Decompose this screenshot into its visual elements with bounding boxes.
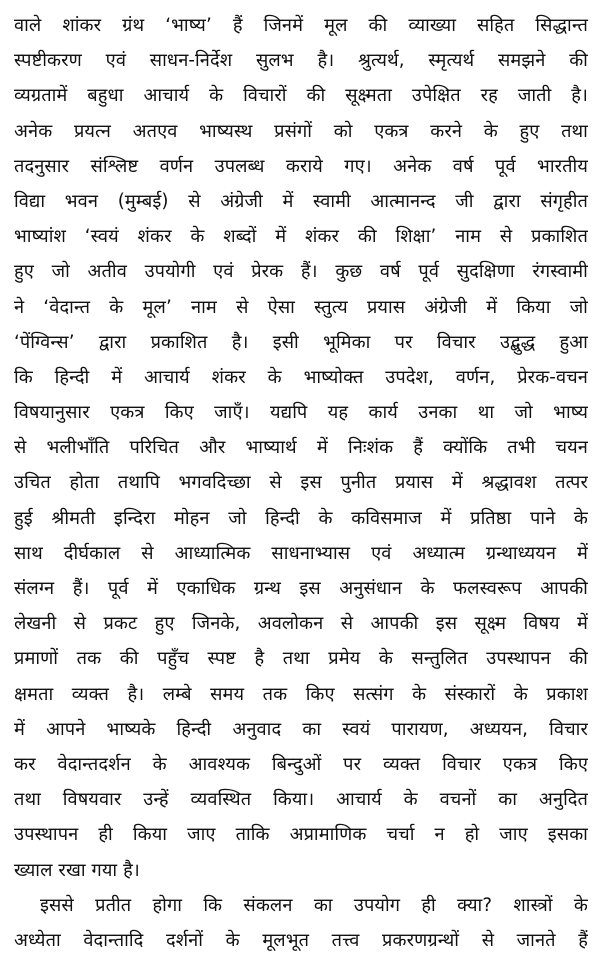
text-line: तदनुसार संश्लिष्ट वर्णन उपलब्ध कराये गए। अनेक वर्ष पूर्व भारतीय: [14, 155, 588, 177]
text-line: भाष्यांश ‘स्वयं शंकर के शब्दों में शंकर की शिक्षा’ नाम से प्रकाशित: [14, 226, 588, 248]
text-line: में आपने भाष्यके हिन्दी अनुवाद का स्वयं पारायण, अध्ययन, विचार: [14, 718, 588, 740]
text-line: साथ दीर्घकाल से आध्यात्मिक साधनाभ्यास एवं अध्यात्म ग्रन्थाध्ययन में: [14, 542, 588, 564]
text-line: हुई श्रीमती इन्दिरा मोहन जो हिन्दी के कविसमाज में प्रतिष्ठा पाने के: [14, 507, 588, 529]
text-line: कि हिन्दी में आचार्य शंकर के भाष्योक्त उपदेश, वर्णन, प्रेरक-वचन: [14, 366, 588, 388]
text-line: उपस्थापन ही किया जाए ताकि अप्रामाणिक चर्चा न हो जाए इसका: [14, 824, 588, 846]
text-line: से भलीभाँति परिचित और भाष्यार्थ में निःशंक हैं क्योंकि तभी चयन: [14, 437, 588, 459]
text-line: स्पष्टीकरण एवं साधन-निर्देश सुलभ है। श्रुत्यर्थ, स्मृत्यर्थ समझने की: [14, 50, 588, 72]
text-line: हुए जो अतीव उपयोगी एवं प्रेरक हैं। कुछ वर्ष पूर्व सुदक्षिणा रंगस्वामी: [14, 261, 588, 283]
text-line: क्षमता व्यक्त है। लम्बे समय तक किए सत्संग के संस्कारों के प्रकाश: [14, 683, 588, 705]
text-line: ख्याल रखा गया है।: [14, 859, 140, 881]
text-line: अध्येता वेदान्तादि दर्शनों के मूलभूत तत्त्व प्रकरणग्रन्थों से जानते हैं: [14, 929, 588, 951]
text-line: कर वेदान्तदर्शन के आवश्यक बिन्दुओं पर व्यक्त विचार एकत्र किए: [14, 753, 588, 775]
text-line: ‘पेंग्विन्स’ द्वारा प्रकाशित है। इसी भूमिका पर विचार उद्बुद्ध हुआ: [14, 331, 588, 353]
text-line: इससे प्रतीत होगा कि संकलन का उपयोग ही क्या? शास्त्रों के: [40, 894, 588, 916]
text-line: तथा विषयवार उन्हें व्यवस्थित किया। आचार्य के वचनों का अनुदित: [14, 789, 588, 811]
text-line: व्यग्रतामें बहुधा आचार्य के विचारों की सूक्ष्मता उपेक्षित रह जाती है।: [14, 85, 588, 107]
text-line: प्रमाणों तक की पहुँच स्पष्ट है तथा प्रमेय के सन्तुलित उपस्थापन की: [14, 648, 588, 670]
text-line: ने ‘वेदान्त के मूल’ नाम से ऐसा स्तुत्य प्रयास अंग्रेजी में किया जो: [14, 296, 588, 318]
text-line: विषयानुसार एकत्र किए जाएँ। यद्यपि यह कार्य उनका था जो भाष्य: [14, 402, 588, 424]
text-line: अनेक प्रयत्न अतएव भाष्यस्थ प्रसंगों को एकत्र करने के हुए तथा: [14, 120, 588, 142]
text-line: विद्या भवन (मुम्बई) से अंग्रेजी में स्वामी आत्मानन्द जी द्वारा संगृहीत: [14, 190, 588, 212]
text-line: उचित होता तथापि भगवदिच्छा से इस पुनीत प्रयास में श्रद्धावश तत्पर: [14, 472, 588, 494]
text-line: संलग्न हैं। पूर्व में एकाधिक ग्रन्थ इस अनुसंधान के फलस्वरूप आपकी: [14, 578, 588, 599]
text-line: लेखनी से प्रकट हुए जिनके, अवलोकन से आपकी इस सूक्ष्म विषय में: [14, 613, 588, 635]
text-line: वाले शांकर ग्रंथ ‘भाष्य’ हैं जिनमें मूल की व्याख्या सहित सिद्धान्त: [14, 15, 588, 36]
